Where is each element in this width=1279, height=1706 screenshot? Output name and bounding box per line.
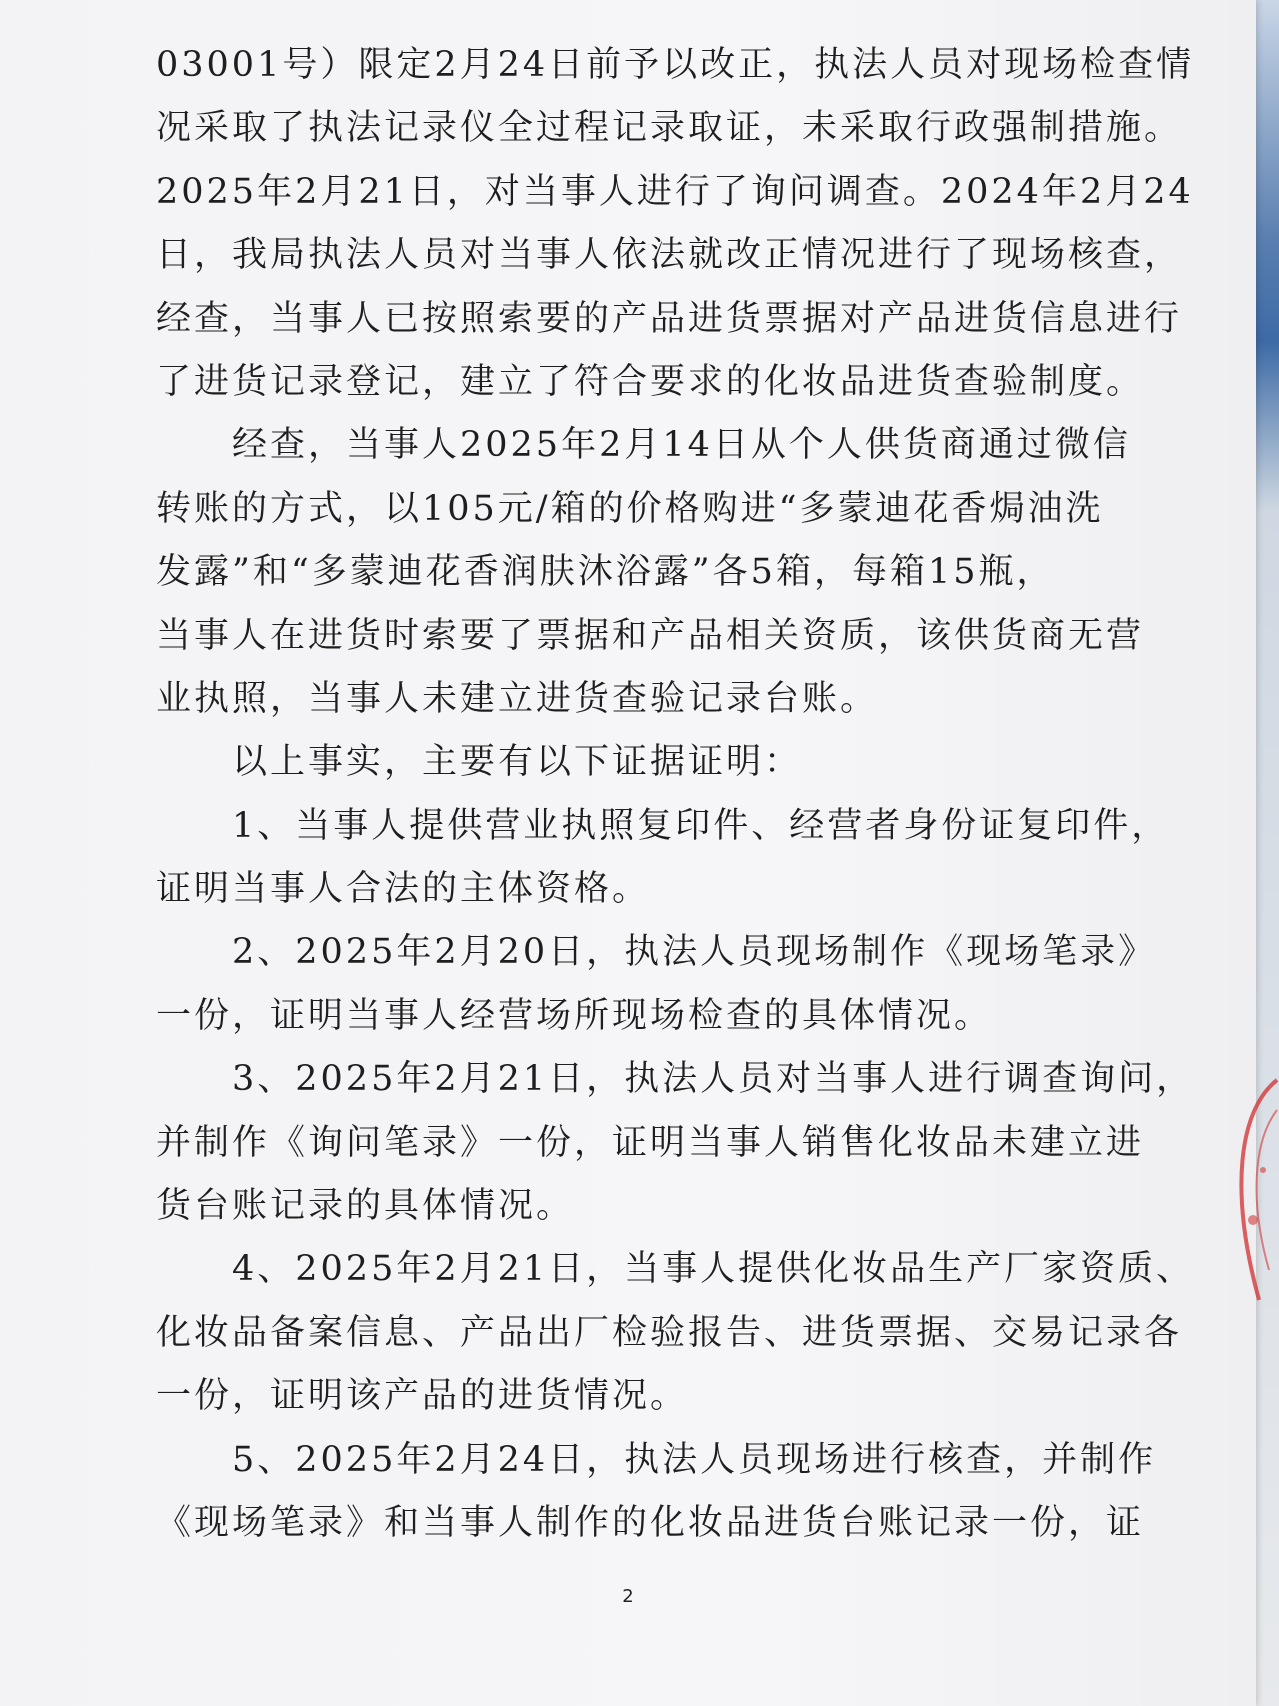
text-line: 了进货记录登记，建立了符合要求的化妆品进货查验制度。 (156, 361, 1145, 402)
text-line: 2、2025年2月20日，执法人员现场制作《现场笔录》 (156, 932, 1157, 973)
text-line: 以上事实，主要有以下证据证明： (156, 742, 803, 783)
text-line: 发露”和“多蒙迪花香润肤沐浴露”各5箱，每箱15瓶， (156, 552, 1055, 593)
text-line: 5、2025年2月24日，执法人员现场进行核查，并制作 (156, 1439, 1157, 1480)
text-line: 一份，证明当事人经营场所现场检查的具体情况。 (156, 995, 993, 1036)
red-seal-fragment (1219, 1070, 1279, 1310)
text-line: 化妆品备案信息、产品出厂检验报告、进货票据、交易记录各 (156, 1312, 1183, 1353)
text-line: 3、2025年2月21日，执法人员对当事人进行调查询问， (156, 1059, 1195, 1100)
text-line: 日，我局执法人员对当事人依法就改正情况进行了现场核查， (156, 235, 1183, 276)
text-line: 4、2025年2月21日，当事人提供化妆品生产厂家资质、 (156, 1249, 1195, 1290)
text-line: 证明当事人合法的主体资格。 (156, 869, 651, 910)
text-line: 业执照，当事人未建立进货查验记录台账。 (156, 678, 879, 719)
text-line: 03001号）限定2月24日前予以改正，执法人员对现场检查情 (156, 45, 1195, 85)
page-number: 2 (622, 1586, 634, 1607)
text-line: 《现场笔录》和当事人制作的化妆品进货台账记录一份，证 (156, 1502, 1145, 1543)
text-line: 一份，证明该产品的进货情况。 (156, 1376, 689, 1417)
text-line: 经查，当事人2025年2月14日从个人供货商通过微信 (156, 425, 1131, 466)
text-line: 当事人在进货时索要了票据和产品相关资质，该供货商无营 (156, 615, 1145, 656)
text-line: 转账的方式，以105元/箱的价格购进“多蒙迪花香焗油洗 (156, 488, 1104, 529)
text-line: 经查，当事人已按照索要的产品进货票据对产品进货信息进行 (156, 298, 1183, 339)
text-line: 并制作《询问笔录》一份，证明当事人销售化妆品未建立进 (156, 1122, 1145, 1163)
seal-icon (1219, 1070, 1279, 1310)
text-line: 2025年2月21日，对当事人进行了询问调查。2024年2月24 (156, 171, 1194, 212)
document-body (156, 34, 1195, 1555)
text-line: 1、当事人提供营业执照复印件、经营者身份证复印件， (156, 805, 1170, 846)
text-line: 况采取了执法记录仪全过程记录取证，未采取行政强制措施。 (156, 108, 1183, 149)
text-line: 货台账记录的具体情况。 (156, 1186, 575, 1227)
